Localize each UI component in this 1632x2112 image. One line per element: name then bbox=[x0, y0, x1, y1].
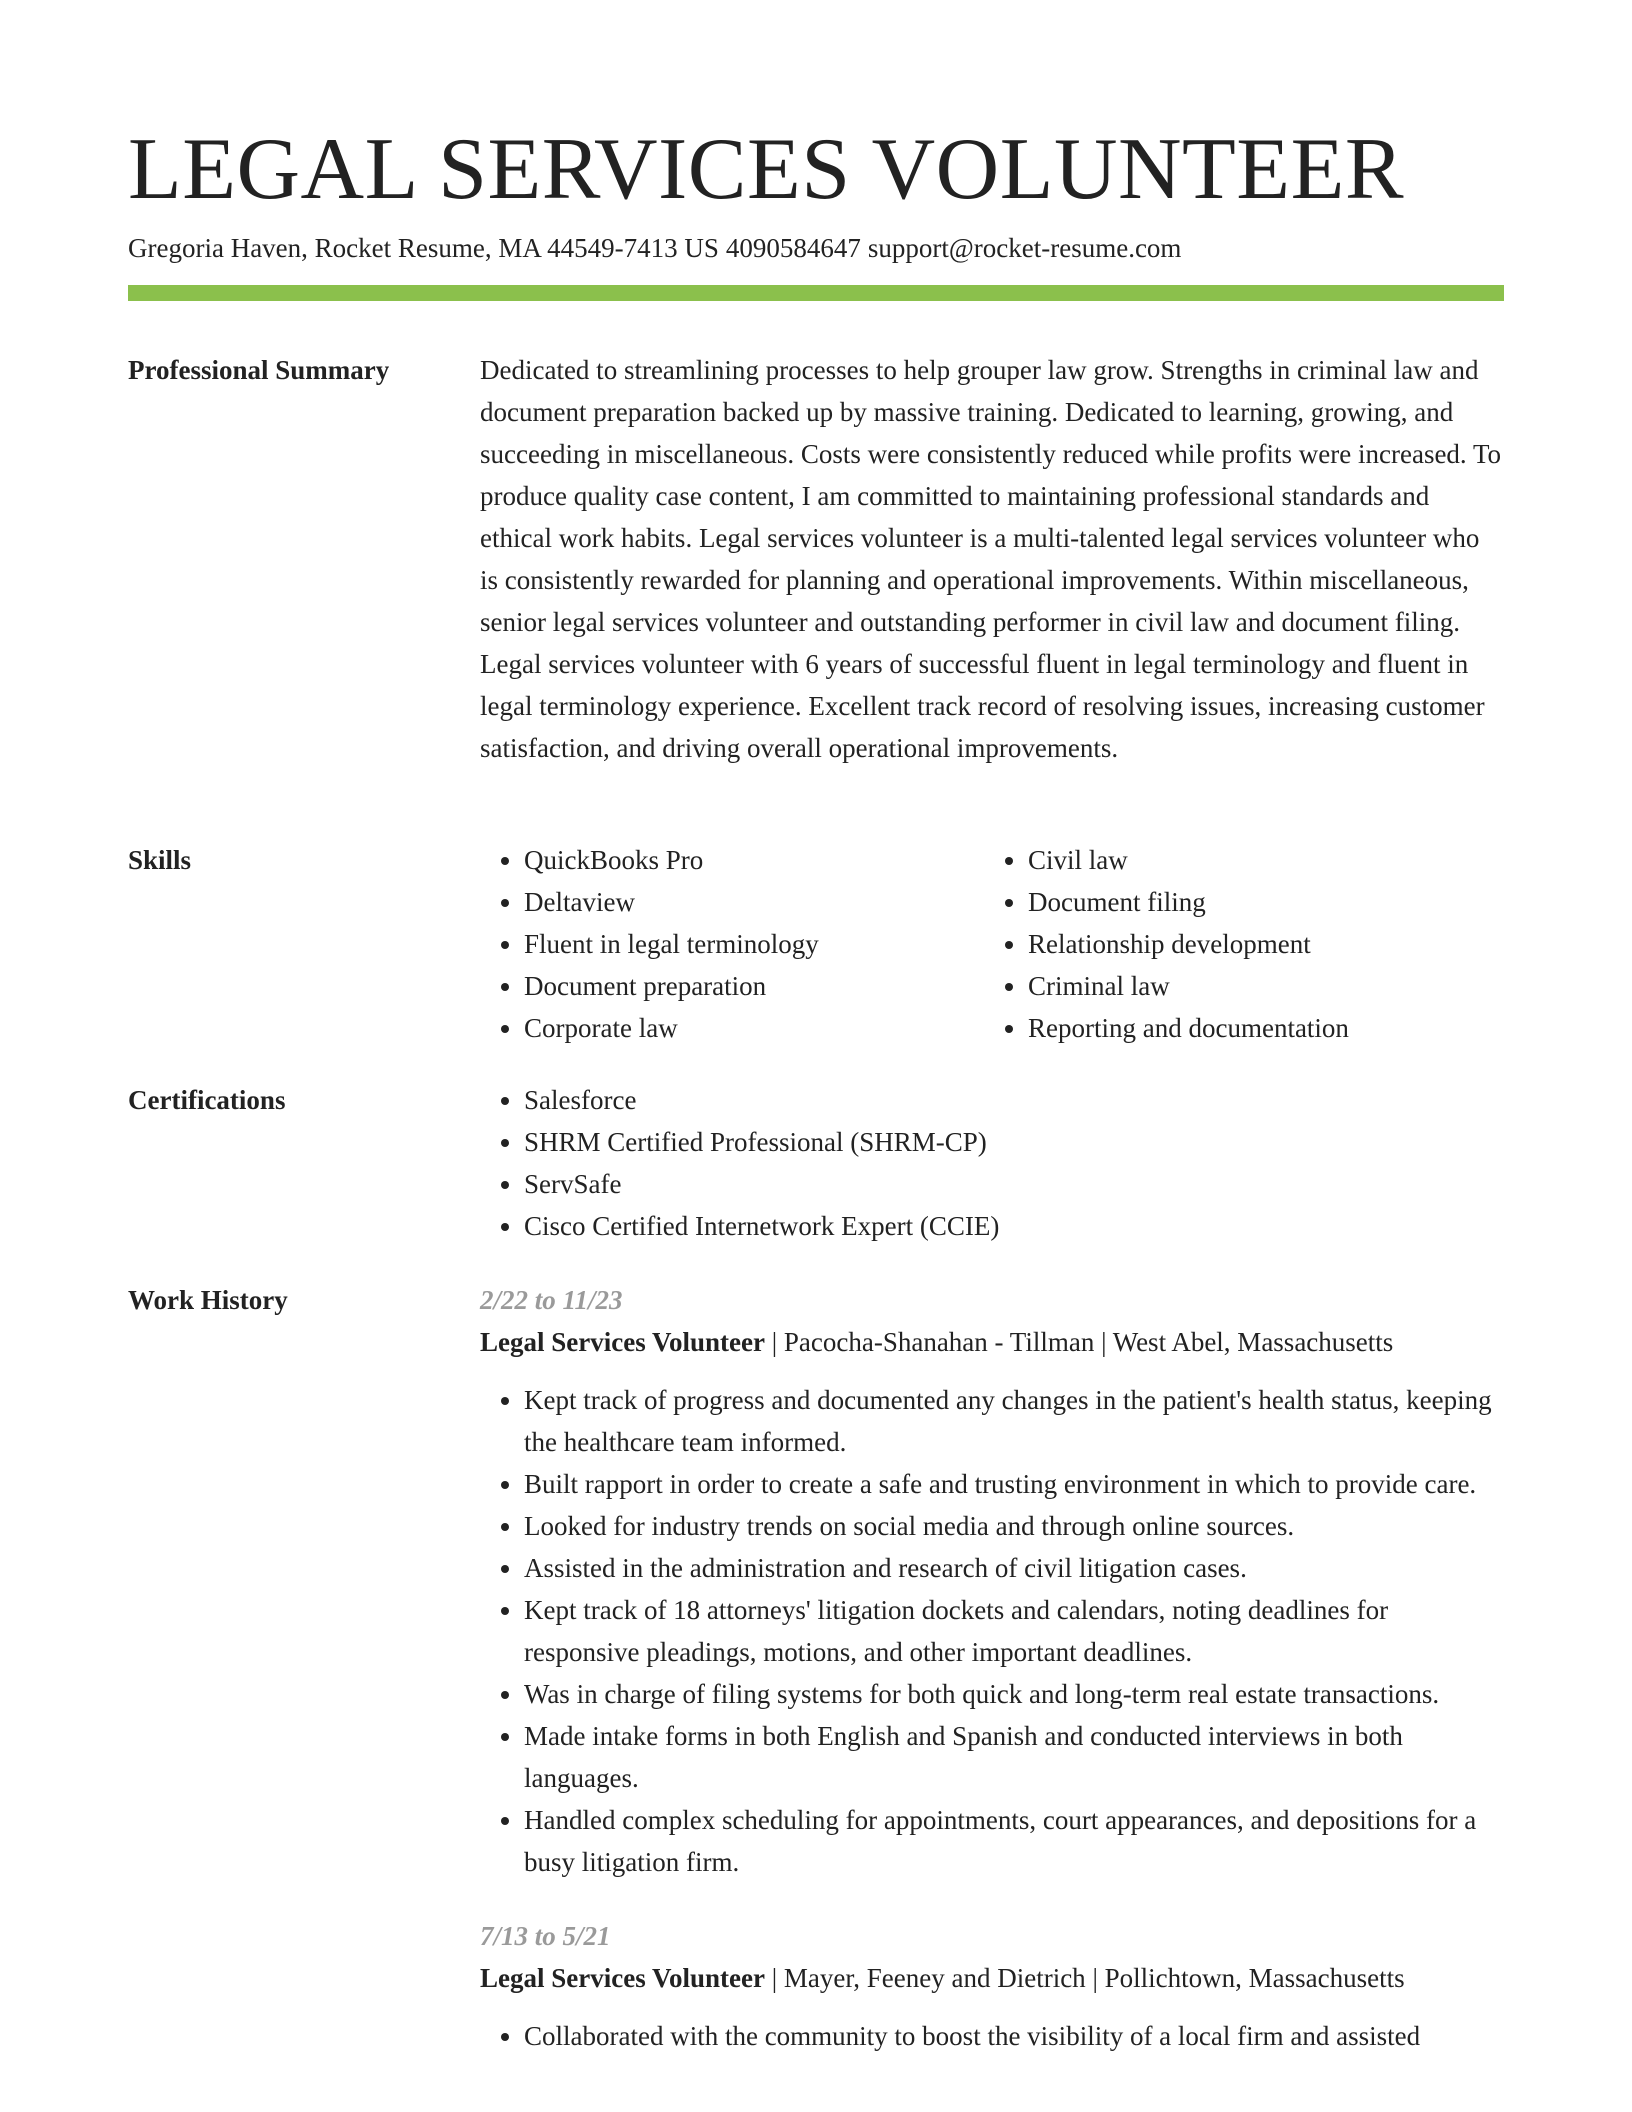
work-history-heading: Work History bbox=[128, 1285, 288, 1315]
job-dates: 7/13 to 5/21 bbox=[480, 1921, 611, 1951]
skill-item: • Civil law bbox=[1028, 839, 1458, 881]
job-duty: • Assisted in the administration and research of civil litigation cases. bbox=[524, 1547, 1504, 1589]
contact-line bbox=[128, 230, 1188, 266]
job-duty: • Collaborated with the community to boost the visibility of a local firm and assisted bbox=[524, 2015, 1504, 2057]
certifications-body bbox=[480, 1079, 1504, 1247]
job-employer: Pacocha-Shanahan - Tillman bbox=[783, 1327, 1095, 1357]
job-location: Pollichtown, Massachusetts bbox=[1104, 1963, 1405, 1993]
certification-item: • Cisco Certified Internetwork Expert (CCIE) bbox=[524, 1205, 1504, 1247]
certifications-list bbox=[480, 1079, 1504, 1247]
skills-list-left bbox=[480, 839, 984, 1049]
job-title: Legal Services Volunteer bbox=[480, 1963, 765, 1993]
skills-heading: Skills bbox=[128, 845, 192, 875]
skills-body bbox=[480, 839, 1504, 1049]
skills-list-right bbox=[984, 839, 1458, 1049]
work-history-body bbox=[480, 1279, 1504, 2057]
job-duties-list bbox=[480, 1379, 1504, 1883]
summary-text: Dedicated to streamlining processes to help grouper law grow. Strengths in criminal law and document preparation backed up by massive training. Dedicated to learning, growing, and succeeding in miscellaneous. Costs were consistently reduced while profits were increased. To produce quality case content, I am committed to maintaining professional standards and ethical work habits. Legal services volunteer is a multi-talented legal services volunteer who is consistently rewarded for planning and operational improvements. Within miscellaneous, senior legal services volunteer and outstanding performer in civil law and document filing. Legal services volunteer with 6 years of successful fluent in legal terminology and fluent in legal terminology experience. Excellent track record of resolving issues, increasing customer satisfaction, and driving overall operational improvements. bbox=[480, 355, 1502, 763]
job-title: Legal Services Volunteer bbox=[480, 1327, 765, 1357]
skill-item: • Corporate law bbox=[524, 1007, 984, 1049]
skill-item: • Reporting and documentation bbox=[1028, 1007, 1458, 1049]
job-duty: • Kept track of 18 attorneys' litigation dockets and calendars, noting deadlines for responsive pleadings, motions, and other important deadlines. bbox=[524, 1589, 1504, 1673]
skill-item: • QuickBooks Pro bbox=[524, 839, 984, 881]
resume-title: LEGAL SERVICES VOLUNTEER bbox=[128, 121, 1405, 218]
contact-phone: 4090584647 bbox=[725, 233, 861, 263]
job-dates: 2/22 to 11/23 bbox=[480, 1285, 623, 1315]
job-duty: • Looked for industry trends on social media and through online sources. bbox=[524, 1505, 1504, 1547]
skill-item: • Criminal law bbox=[1028, 965, 1458, 1007]
job-duty: • Made intake forms in both English and Spanish and conducted interviews in both languages. bbox=[524, 1715, 1504, 1799]
skill-item: • Document filing bbox=[1028, 881, 1458, 923]
certification-item: • SHRM Certified Professional (SHRM-CP) bbox=[524, 1121, 1504, 1163]
contact-email: support@rocket-resume.com bbox=[867, 233, 1182, 263]
job-duty: • Was in charge of filing systems for both quick and long-term real estate transactions. bbox=[524, 1673, 1504, 1715]
job-location: West Abel, Massachusetts bbox=[1112, 1327, 1394, 1357]
skill-item: • Document preparation bbox=[524, 965, 984, 1007]
certification-item: • Salesforce bbox=[524, 1079, 1504, 1121]
certification-item: • ServSafe bbox=[524, 1163, 1504, 1205]
summary-body bbox=[480, 349, 1504, 769]
job-heading: Legal Services Volunteer | Mayer, Feeney and Dietrich | Pollichtown, Massachusetts bbox=[480, 1963, 1405, 1993]
header-divider bbox=[128, 285, 1504, 301]
job-employer: Mayer, Feeney and Dietrich bbox=[783, 1963, 1086, 1993]
job-entry bbox=[480, 1915, 1504, 2057]
job-entry bbox=[480, 1279, 1504, 1883]
job-duty: • Handled complex scheduling for appointments, court appearances, and depositions for a busy litigation firm. bbox=[524, 1799, 1504, 1883]
contact-address: Gregoria Haven, Rocket Resume, MA 44549-7413 US bbox=[128, 233, 719, 263]
skill-item: • Relationship development bbox=[1028, 923, 1458, 965]
job-duty: • Kept track of progress and documented any changes in the patient's health status, keeping the healthcare team informed. bbox=[524, 1379, 1504, 1463]
job-heading: Legal Services Volunteer | Pacocha-Shanahan - Tillman | West Abel, Massachusetts bbox=[480, 1327, 1394, 1357]
skill-item: • Deltaview bbox=[524, 881, 984, 923]
job-duties-list bbox=[480, 2015, 1504, 2057]
skill-item: • Fluent in legal terminology bbox=[524, 923, 984, 965]
summary-heading: Professional Summary bbox=[128, 355, 390, 385]
certifications-heading: Certifications bbox=[128, 1085, 286, 1115]
job-duty: • Built rapport in order to create a safe and trusting environment in which to provide care. bbox=[524, 1463, 1504, 1505]
